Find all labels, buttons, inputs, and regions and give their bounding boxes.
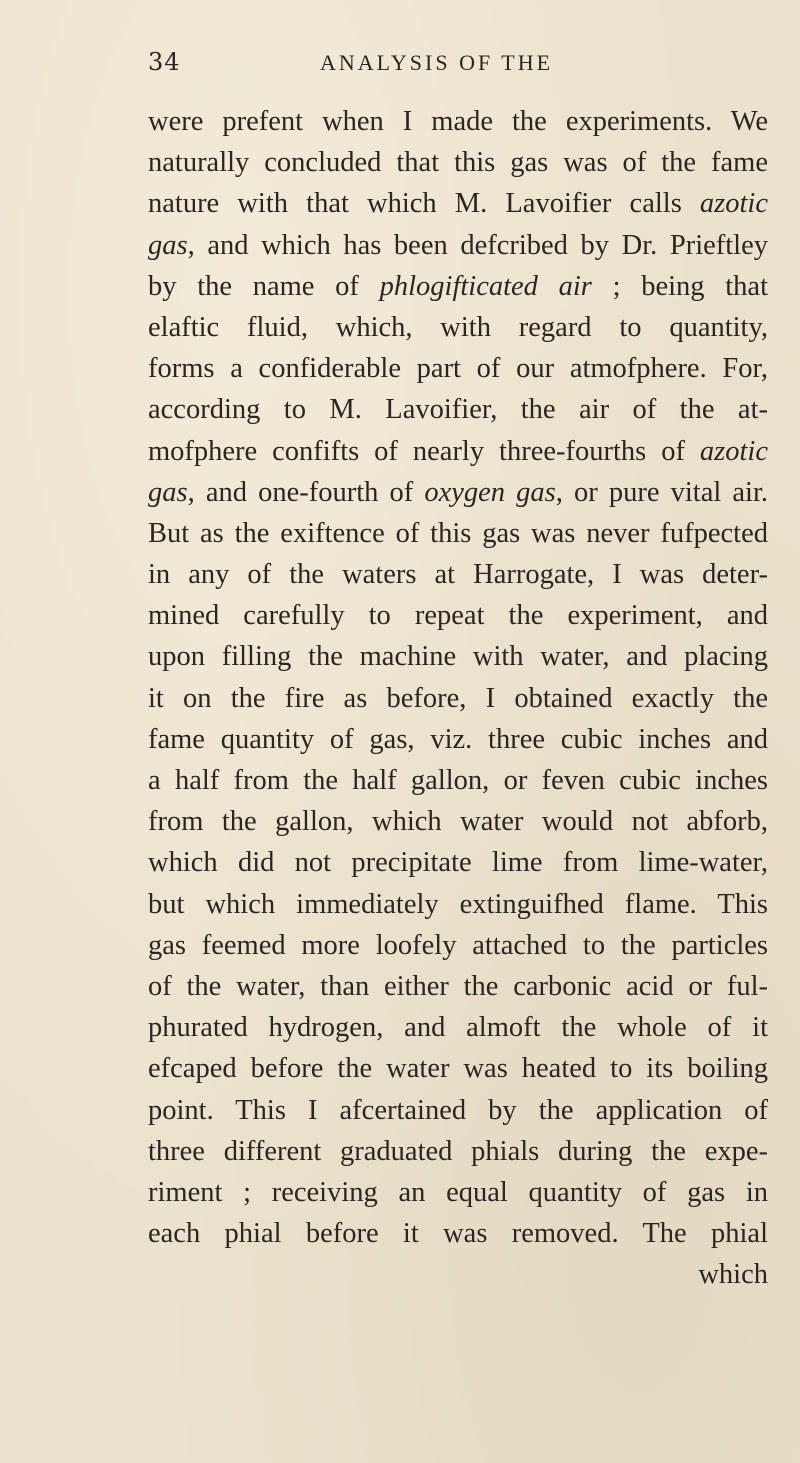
text-segment: gas feemed more loofely attached to the particles <box>148 929 768 961</box>
text-line <box>148 760 768 801</box>
italic-term: azotic <box>699 435 768 467</box>
text-segment: mofphere confifts of nearly three-fourths of <box>148 435 700 467</box>
text-line <box>148 307 768 348</box>
text-segment: , or pure vital air. <box>555 476 768 508</box>
text-line <box>148 101 768 142</box>
text-line <box>148 389 768 430</box>
text-segment: efcaped before the water was heated to its boiling <box>148 1053 768 1085</box>
text-segment: a half from the half gallon, or feven cubic inches <box>148 765 768 796</box>
text-segment: , and which has been defcribed by Dr. Prieftley <box>187 229 768 261</box>
text-line <box>148 472 768 513</box>
text-line <box>148 348 768 389</box>
text-segment: which did not precipitate lime from lime-water, <box>148 847 768 879</box>
text-line <box>148 1048 768 1089</box>
text-line <box>148 1090 768 1131</box>
running-title: ANALYSIS OF THE <box>320 50 554 75</box>
italic-term: gas <box>148 476 188 508</box>
text-segment: ; being that <box>591 270 768 302</box>
text-line <box>148 266 768 307</box>
text-line <box>148 431 768 472</box>
italic-term: phlogifticated air <box>379 270 592 302</box>
text-segment: fame quantity of gas, viz. three cubic inches and <box>148 723 768 755</box>
text-line <box>148 1172 768 1213</box>
text-segment: each phial before it was removed. The phial <box>148 1218 768 1250</box>
text-line <box>148 884 768 925</box>
text-segment: phurated hydrogen, and almoft the whole of it <box>148 1012 768 1044</box>
text-line <box>148 513 768 554</box>
text-segment: forms a confiderable part of our atmofphere. For, <box>148 353 768 385</box>
text-segment: nature with that which M. Lavoifier calls <box>148 188 700 220</box>
text-segment: which <box>698 1259 768 1291</box>
text-line <box>148 1213 768 1254</box>
text-line <box>148 183 768 224</box>
italic-term: gas <box>148 229 188 261</box>
text-segment: naturally concluded that this gas was of the fame <box>148 147 768 179</box>
page-number: 34 <box>148 48 181 76</box>
running-head <box>148 48 768 78</box>
text-segment: from the gallon, which water would not abforb, <box>148 806 768 838</box>
text-line <box>148 595 768 636</box>
text-segment: according to M. Lavoifier, the air of the at- <box>148 394 768 426</box>
text-line <box>148 842 768 883</box>
text-segment: by the name of <box>148 270 380 302</box>
text-line <box>148 925 768 966</box>
text-segment: were prefent when I made the experiments. We <box>148 106 768 137</box>
text-segment: elaftic fluid, which, with regard to quantity, <box>148 311 768 343</box>
text-segment: But as the exiftence of this gas was never fufpected <box>148 517 768 549</box>
text-line <box>148 1131 768 1172</box>
italic-term: azotic <box>699 188 768 220</box>
body-text <box>148 101 768 1295</box>
italic-term: oxygen gas <box>424 476 556 508</box>
text-segment: mined carefully to repeat the experiment, and <box>148 600 768 632</box>
text-line <box>148 225 768 266</box>
text-segment: it on the fire as before, I obtained exactly the <box>148 682 768 714</box>
text-segment: upon filling the machine with water, and placing <box>148 641 768 673</box>
text-segment: point. This I afcertained by the application of <box>148 1094 768 1126</box>
text-line <box>148 678 768 719</box>
text-line <box>148 801 768 842</box>
text-segment: three different graduated phials during the expe- <box>148 1135 768 1167</box>
text-segment: in any of the waters at Harrogate, I was deter- <box>148 559 768 591</box>
text-line <box>148 636 768 677</box>
text-line <box>148 142 768 183</box>
text-segment: but which immediately extinguifhed flame. This <box>148 888 768 920</box>
text-line <box>148 554 768 595</box>
text-line <box>148 1007 768 1048</box>
text-line <box>148 966 768 1007</box>
text-line <box>148 719 768 760</box>
text-segment: riment ; receiving an equal quantity of gas in <box>148 1176 768 1208</box>
text-segment: , and one-fourth of <box>187 476 425 508</box>
text-segment: of the water, than either the carbonic acid or ful- <box>148 970 768 1002</box>
text-line <box>148 1254 768 1295</box>
